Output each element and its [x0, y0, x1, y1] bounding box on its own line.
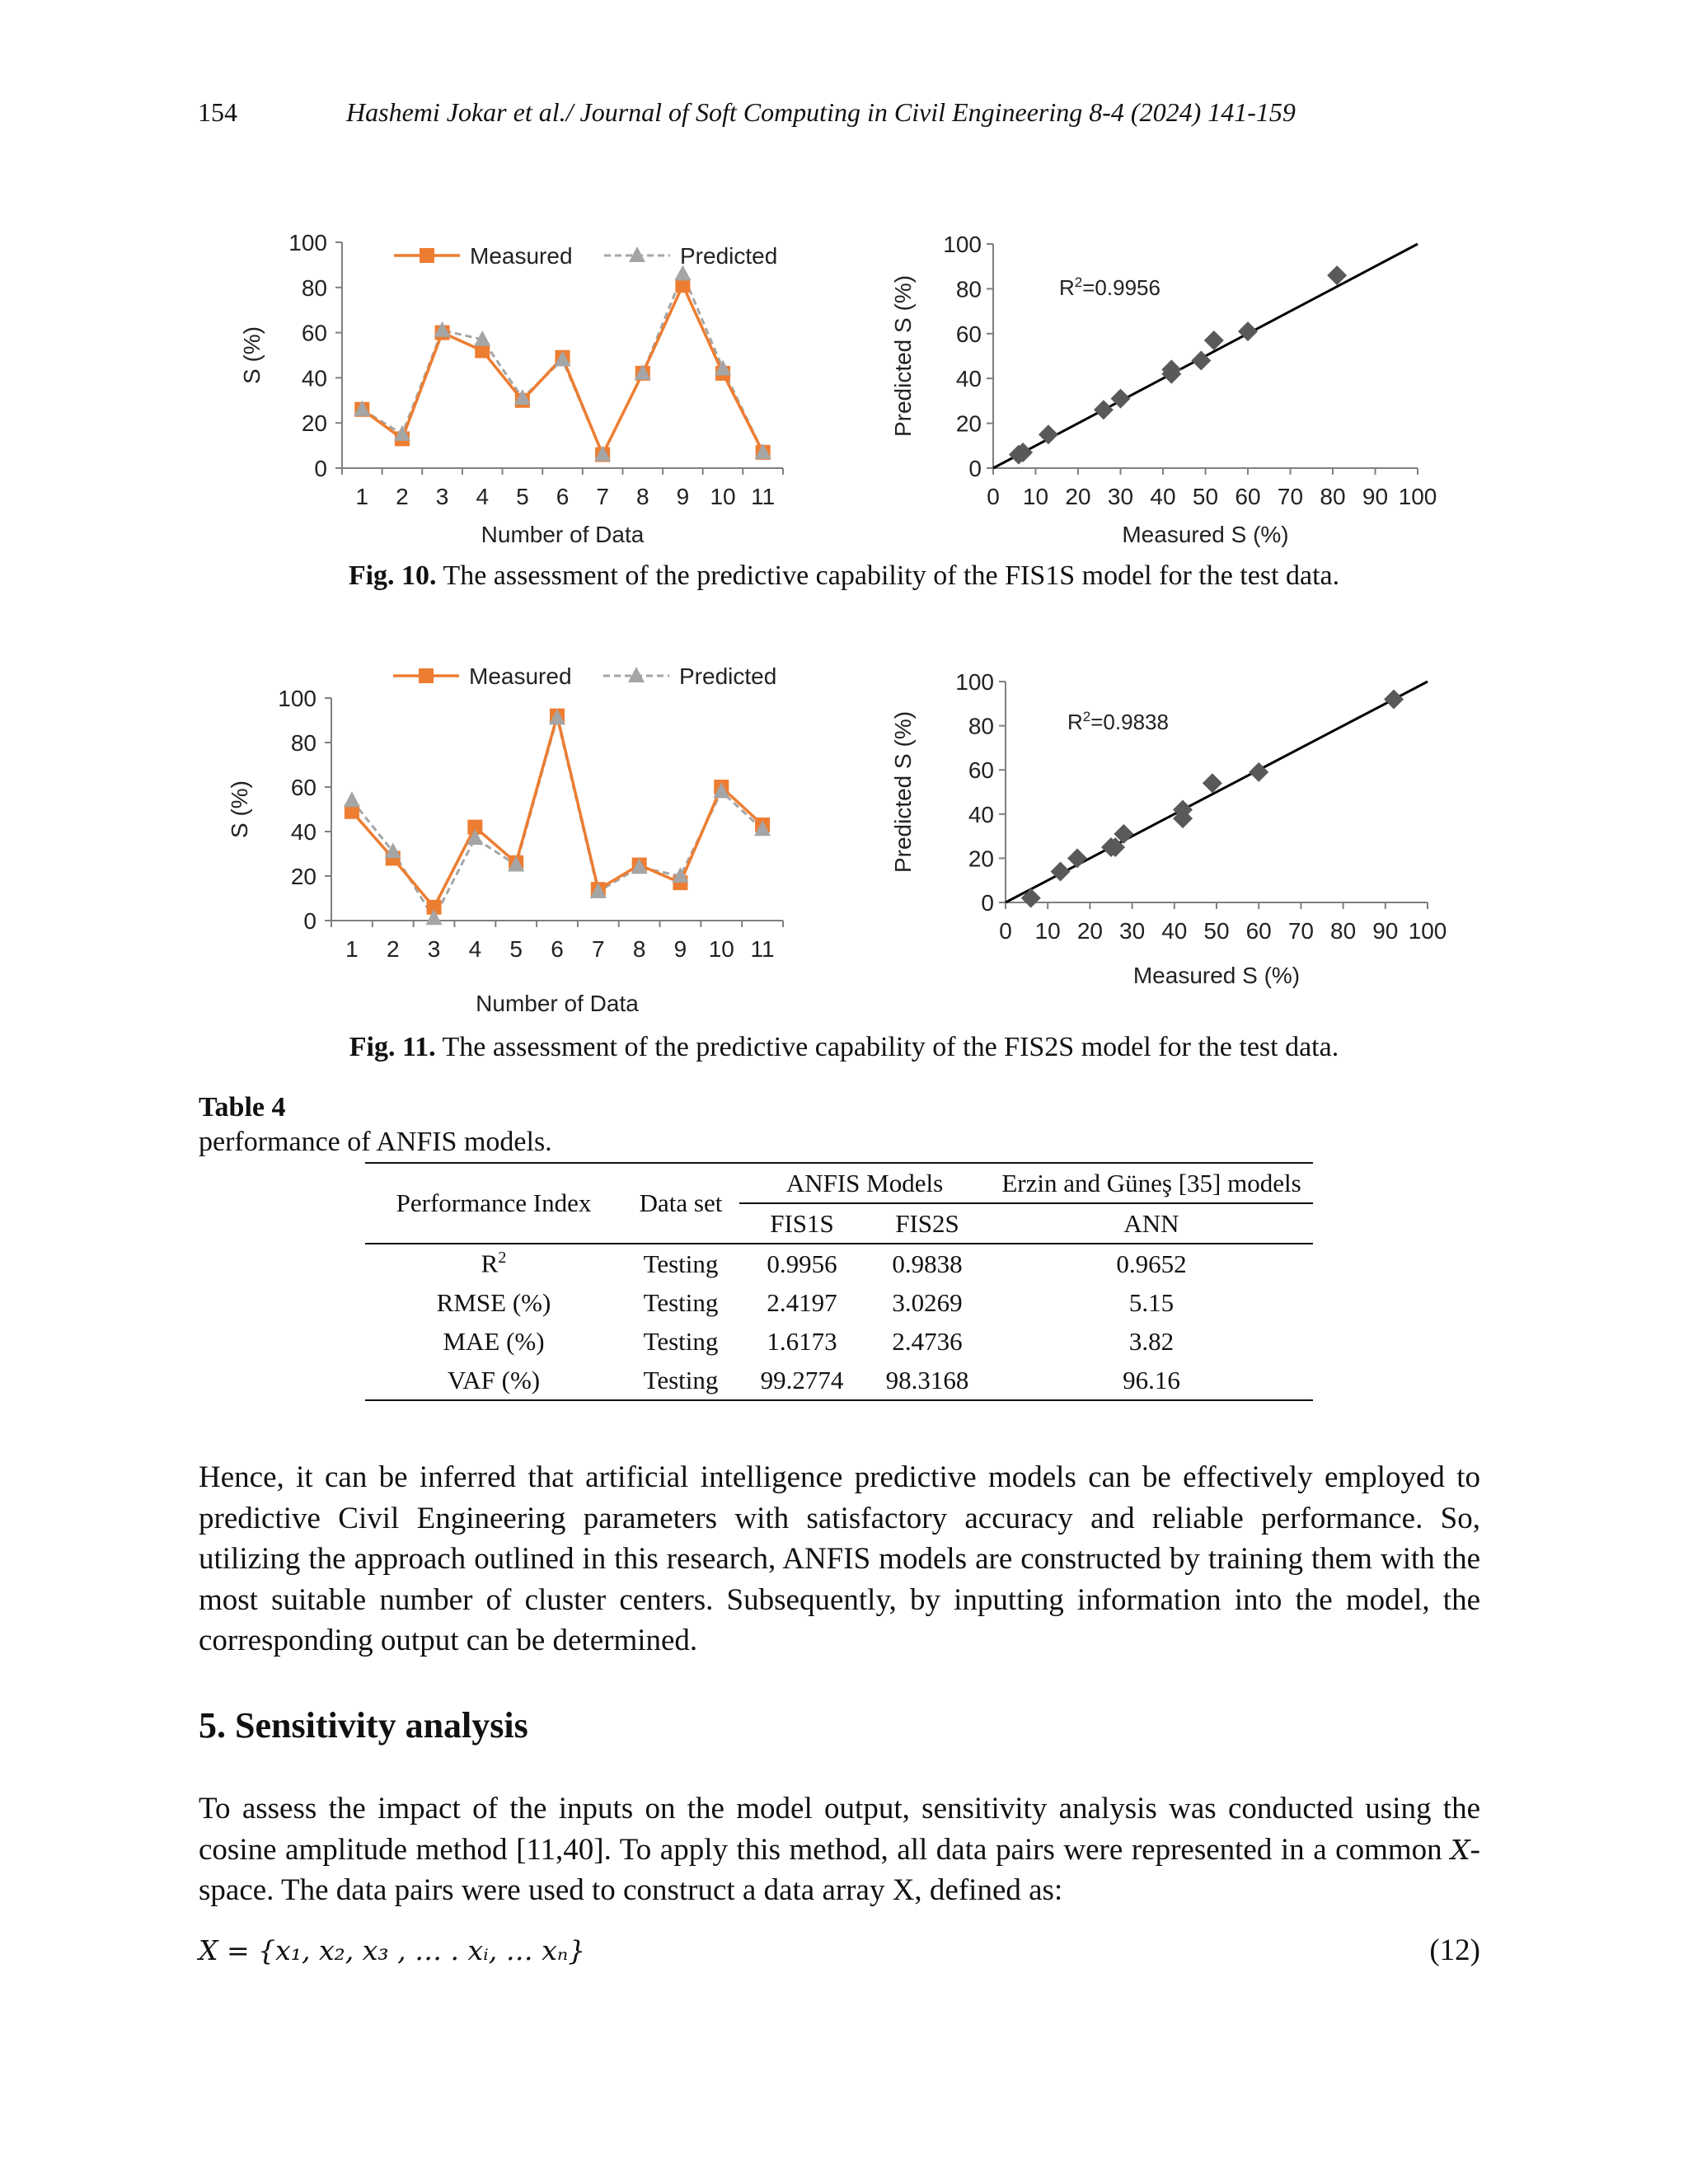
table-row — [365, 1322, 1313, 1361]
fig10-scatter-y-tick-label: 40 — [955, 366, 982, 392]
performance-table — [365, 1162, 1313, 1401]
fig10-scatter-x-tick-label: 20 — [1065, 484, 1091, 509]
fig11-scatter-r2-annotation: $R^2=0.9838$ — [1067, 709, 1169, 734]
fig11-scatter-y-tick-label: 80 — [968, 713, 994, 739]
fig11-scatter-x-tick-label: 30 — [1119, 918, 1146, 944]
fig10-scatter-y-tick-label: 0 — [968, 456, 982, 481]
fig10-line-chart — [223, 223, 799, 552]
fig11-line-chart — [223, 655, 799, 1018]
fig10-caption — [0, 560, 1688, 592]
fig10-line-y-tick-label: 40 — [301, 365, 327, 391]
fig11-scatter-x-tick-label: 20 — [1076, 918, 1103, 944]
fig10-scatter-x-tick-label: 30 — [1107, 484, 1134, 509]
fig11-line-y-axis-label: S (%) — [227, 780, 252, 838]
fig10-scatter-chart — [874, 223, 1451, 552]
row-fis1s: 0.9956 — [767, 1249, 837, 1278]
row-ann: 0.9652 — [1116, 1249, 1187, 1278]
row-index: MAE (%) — [443, 1326, 545, 1356]
fig11-line-x-tick-label: 4 — [468, 936, 482, 962]
fig10-scatter-y-tick-label: 80 — [955, 276, 982, 302]
fig10-line-y-tick-label: 100 — [288, 230, 327, 255]
fig11-scatter-x-tick-label: 70 — [1287, 918, 1314, 944]
fig11-scatter-x-tick-label: 80 — [1330, 918, 1357, 944]
header-performance-index: Performance Index — [365, 1163, 622, 1244]
fig11-scatter-x-tick-label: 50 — [1203, 918, 1230, 944]
fig10-line-y-tick-label: 0 — [314, 456, 327, 481]
fig10-scatter-x-tick-label: 100 — [1398, 484, 1437, 509]
fig11-scatter-x-axis-label: Measured S (%) — [1132, 963, 1301, 988]
fig11-line-x-tick-label: 5 — [509, 936, 523, 962]
paragraph-sensitivity: To assess the impact of the inputs on the model output, sensitivity analysis was conducted using the cosine amplitude method [11,40]. To apply this method, all data pairs were represented in a common X-space. The data pairs were used to construct a data array X, defined as: — [199, 1792, 1480, 1907]
fig10-line-x-tick-label: 2 — [396, 484, 409, 509]
row-ann: 3.82 — [1128, 1326, 1175, 1356]
fig10-line-legend-measured-label: Measured — [470, 243, 573, 269]
table-row — [365, 1283, 1313, 1322]
fig11-line-x-tick-label: 9 — [673, 936, 687, 962]
row-index: RMSE (%) — [436, 1287, 551, 1317]
row-fis2s: 3.0269 — [892, 1287, 963, 1317]
row-fis2s: 98.3168 — [865, 1361, 990, 1400]
fig10-line-x-tick-label: 10 — [710, 484, 736, 509]
fig11-line-y-tick-label: 0 — [303, 908, 316, 934]
fig11-line-y-tick-label: 80 — [290, 730, 316, 756]
row-fis1s: 99.2774 — [739, 1361, 865, 1400]
fig11-line-x-tick-label: 3 — [427, 936, 441, 962]
fig10-scatter-r2-annotation: $R^2=0.9956$ — [1059, 274, 1160, 300]
fig11-scatter-x-tick-label: 100 — [1408, 918, 1447, 944]
fig10-caption-text: The assessment of the predictive capability of the FIS1S model for the test data. — [436, 560, 1340, 591]
fig11-scatter-x-tick-label: 10 — [1034, 918, 1061, 944]
fig10-scatter-x-tick-label: 70 — [1277, 484, 1304, 509]
fig11-caption — [0, 1032, 1688, 1063]
fig11-line-legend-measured-marker — [419, 668, 434, 683]
row-index: VAF (%) — [365, 1361, 622, 1400]
table-caption: performance of ANFIS models. — [199, 1127, 552, 1157]
fig11-scatter-scatter-point — [1021, 888, 1041, 908]
row-fis2s: 2.4736 — [892, 1326, 963, 1356]
fig11-caption-label: Fig. 11. — [349, 1032, 436, 1062]
fig10-line-x-axis-label: Number of Data — [481, 522, 645, 547]
row-ann: 5.15 — [1128, 1287, 1175, 1317]
header-erzin-models: Erzin and Güneş [35] models — [990, 1163, 1313, 1203]
table-row — [365, 1361, 1313, 1400]
fig10-line-legend-predicted-label: Predicted — [680, 243, 778, 269]
row-data-set: Testing — [643, 1287, 719, 1317]
fig11-scatter-x-tick-label: 40 — [1161, 918, 1188, 944]
fig11-scatter-x-tick-label: 0 — [999, 918, 1012, 944]
running-title: Hashemi Jokar et al./ Journal of Soft Computing in Civil Engineering 8-4 (2024) 141-159 — [346, 97, 1296, 127]
header-data-set: Data set — [622, 1163, 739, 1244]
fig10-line-series-measured-line — [362, 285, 762, 455]
fig10-scatter-y-tick-label: 60 — [955, 321, 982, 347]
fig11-scatter-y-axis-label: Predicted S (%) — [890, 710, 916, 874]
table-row — [365, 1244, 1313, 1283]
fig10-line-x-tick-label: 1 — [355, 484, 369, 509]
fig10-scatter-x-axis-label: Measured S (%) — [1122, 522, 1289, 547]
fig11-line-y-tick-label: 20 — [290, 864, 316, 889]
fig11-line-predicted-point — [344, 791, 360, 807]
fig11-scatter-scatter-point — [1067, 848, 1087, 868]
fig11-line-legend-predicted-label: Predicted — [679, 663, 777, 689]
fig11-line-series-predicted-line — [352, 718, 762, 918]
fig10-line-y-tick-label: 60 — [301, 320, 327, 346]
header-ann: ANN — [990, 1203, 1313, 1244]
fig11-scatter-scatter-point — [1384, 689, 1404, 709]
fig10-scatter-x-tick-label: 60 — [1235, 484, 1261, 509]
fig10-line-y-tick-label: 20 — [301, 410, 327, 437]
fig11-line-x-tick-label: 8 — [632, 936, 646, 962]
fig10-line-x-tick-label: 9 — [676, 484, 690, 509]
fig11-line-y-tick-label: 60 — [290, 775, 316, 800]
fig10-line-x-tick-label: 3 — [435, 484, 449, 509]
fig11-scatter-x-tick-label: 90 — [1372, 918, 1399, 944]
fig10-line-x-tick-label: 6 — [556, 484, 570, 509]
fig10-scatter-y-axis-label: Predicted S (%) — [890, 274, 916, 438]
paragraph-conclusion: Hence, it can be inferred that artificial intelligence predictive models can be effectively employed to predictive Civil Engineering parameters with satisfactory accuracy and reliable performance. So, utilizing the approach outlined in this research, ANFIS models are constructed by training them with the most suitable number of cluster centers. Subsequently, by inputting information into the model, the corresponding output can be determined. — [199, 1460, 1480, 1657]
row-fis1s: 1.6173 — [767, 1326, 837, 1356]
fig11-line-x-tick-label: 2 — [386, 936, 400, 962]
fig10-scatter-x-tick-label: 90 — [1362, 484, 1389, 509]
fig11-line-x-tick-label: 10 — [708, 936, 734, 962]
row-index: $R^2$ — [481, 1249, 507, 1278]
equation-12 — [199, 1933, 1480, 1968]
fig10-line-x-tick-label: 5 — [516, 484, 529, 509]
fig10-line-legend-measured-marker — [420, 248, 434, 263]
fig10-scatter-y-tick-label: 100 — [943, 232, 982, 257]
fig11-scatter-y-tick-label: 40 — [968, 801, 994, 827]
row-data-set: Testing — [643, 1326, 719, 1356]
fig11-scatter-chart — [874, 655, 1451, 1001]
fig11-line-x-tick-label: 6 — [551, 936, 564, 962]
fig11-line-legend-measured-label: Measured — [469, 663, 572, 689]
header-anfis-models: ANFIS Models — [739, 1163, 990, 1203]
fig10-scatter-y-tick-label: 20 — [955, 410, 982, 437]
header-fis2s: FIS2S — [865, 1203, 990, 1244]
fig11-line-x-tick-label: 11 — [750, 936, 775, 962]
fig10-line-y-tick-label: 80 — [301, 274, 327, 301]
fig11-scatter-y-tick-label: 100 — [955, 669, 994, 695]
fig11-scatter-y-tick-label: 0 — [981, 890, 994, 916]
fig11-scatter-y-tick-label: 20 — [968, 846, 994, 872]
fig10-scatter-x-tick-label: 40 — [1150, 484, 1176, 509]
equation-text: X = {x₁, x₂, x₃ , … . xᵢ, … xₙ} — [199, 1934, 586, 1966]
fig11-line-series-measured-line — [352, 716, 762, 907]
row-data-set: Testing — [643, 1249, 719, 1278]
row-ann: 96.16 — [990, 1361, 1313, 1400]
fig10-line-x-tick-label: 11 — [751, 484, 776, 509]
row-fis1s: 2.4197 — [767, 1287, 837, 1317]
fig10-line-x-tick-label: 4 — [476, 484, 490, 509]
fig10-scatter-x-tick-label: 10 — [1022, 484, 1049, 509]
fig11-line-x-tick-label: 1 — [345, 936, 359, 962]
fig10-line-y-axis-label: S (%) — [239, 326, 265, 384]
fig10-scatter-x-tick-label: 50 — [1192, 484, 1219, 509]
row-data-set: Testing — [622, 1361, 739, 1400]
fig11-line-x-tick-label: 7 — [592, 936, 605, 962]
fig10-scatter-x-tick-label: 80 — [1320, 484, 1346, 509]
fig11-caption-text: The assessment of the predictive capability of the FIS2S model for the test data. — [435, 1032, 1339, 1062]
fig10-line-x-tick-label: 8 — [635, 484, 649, 509]
page-number: 154 — [198, 97, 237, 127]
fig11-scatter-y-tick-label: 60 — [968, 757, 994, 784]
section-title: 5. Sensitivity analysis — [199, 1705, 528, 1746]
fig11-line-y-tick-label: 40 — [290, 819, 316, 845]
fig11-line-x-axis-label: Number of Data — [476, 991, 639, 1016]
fig10-line-x-tick-label: 7 — [596, 484, 609, 509]
fig11-scatter-x-tick-label: 60 — [1245, 918, 1272, 944]
fig10-scatter-x-tick-label: 0 — [987, 484, 1000, 509]
equation-number: (12) — [1429, 1933, 1480, 1967]
fig11-line-y-tick-label: 100 — [278, 686, 316, 711]
fig10-caption-label: Fig. 10. — [348, 560, 437, 591]
row-fis2s: 0.9838 — [892, 1249, 963, 1278]
fig10-scatter-scatter-point — [1094, 400, 1114, 419]
header-fis1s: FIS1S — [739, 1203, 865, 1244]
table-label: Table 4 — [199, 1092, 286, 1122]
